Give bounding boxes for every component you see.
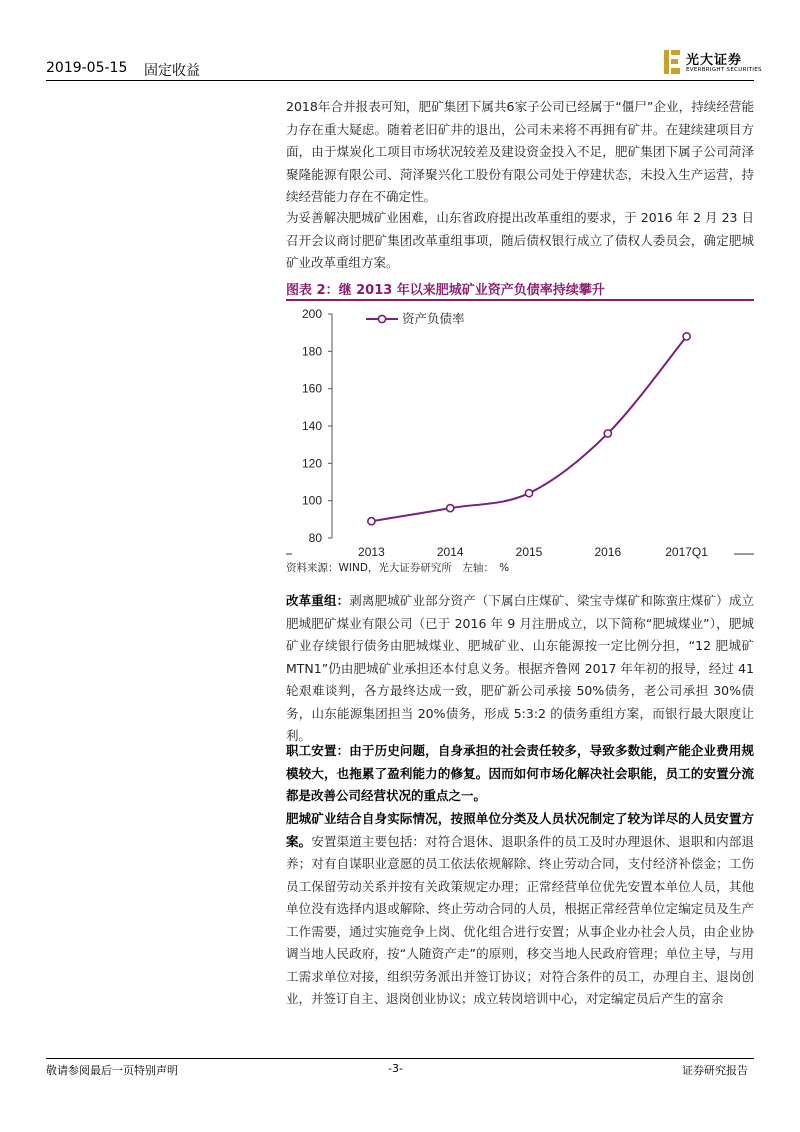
paragraph-placement-plan (286, 808, 754, 1011)
x-tick-label-2013: 2013 (358, 545, 385, 559)
restructuring-text: 剥离肥城矿业部分资产（下属白庄煤矿、梁宝寺煤矿和陈蛮庄煤矿）成立肥城肥矿煤业有限公司（已于 2016 年 9 月注册成立，以下简称“肥城煤业”），肥城矿业存续银行债务由肥城煤业、肥城矿业、山东能源按一定比例分担，“12 肥城矿 MTN1”仍由肥城矿业承担还本付息义务。根据齐鲁网 2017 年年初的报导，经过 41 轮艰难谈判，各方最终达成一致，肥矿新公司承接 50%债务，老公司承担 30%债务，山东能源集团担当 20%债务，形成 5:3:2 的债务重组方案，而银行最大限度让利。 (286, 593, 754, 743)
report-category: 固定收益 (144, 63, 200, 79)
y-tick-label-200: 200 (301, 307, 322, 321)
footer-disclaimer: 敬请参阅最后一页特别声明 (46, 1064, 178, 1077)
legend-marker (378, 315, 385, 322)
header-divider (46, 80, 754, 81)
paragraph-restructuring-requirement: 为妥善解决肥城矿业困难，山东省政府提出改革重组的要求，于 2016 年 2 月 23 日召开会议商讨肥矿集团改革重组事项，随后债权银行成立了债权人委员会，确定肥城矿业改革重组方案。 (286, 210, 754, 270)
data-point-2014 (447, 505, 454, 512)
logo-text-cn: 光大证券 (686, 53, 743, 68)
legend-label: 资产负债率 (402, 311, 465, 326)
footer-divider (46, 1058, 754, 1059)
figure-title: 图表 2：继 2013 年以来肥城矿业资产负债率持续攀升 (286, 283, 605, 298)
logo-mark-icon (662, 48, 682, 76)
y-tick-label-140: 140 (301, 419, 322, 433)
paragraph-staff-placement (286, 740, 754, 808)
paragraph-zombie-subsidiaries: 2018年合并报表可知，肥矿集团下属共6家子公司已经属于“僵尸”企业，持续经营能力存在重大疑虑。随着老旧矿井的退出，公司未来将不再拥有矿井。在建续建项目方面，由于煤炭化工项目市场状况较差及建设资金投入不足，肥矿集团下属子公司菏泽聚隆能源有限公司、菏泽聚兴化工股份有限公司处于停建状态，未投入生产运营，持续经营能力存在不确定性。 (286, 99, 754, 204)
y-tick-label-160: 160 (301, 381, 322, 396)
logo-text-en: EVERBRIGHT SECURITIES (686, 67, 762, 73)
figure-title-rule (286, 299, 754, 301)
figure-source: 资料来源：WIND，光大证券研究所 左轴： % (286, 562, 510, 574)
page-number: -3- (388, 1062, 403, 1075)
placement-plan-text: 安置渠道主要包括：对符合退休、退职条件的员工及时办理退休、退职和内部退养；对有自谋职业意愿的员工依法依规解除、终止劳动合同，支付经济补偿金；工伤员工保留劳动关系并按有关政策规定办理；正常经营单位优先安置本单位人员，其他单位没有选择内退或解除、终止劳动合同的人员，根据正常经营单位定编定员及生产工作需要，通过实施竞争上岗、优化组合进行安置；从事企业办社会人员，由企业协调当地人民政府，按“人随资产走”的原则，移交当地人民政府管理；单位主导，与用工需求单位对接，组织劳务派出并签订协议；对符合条件的员工，办理自主、退岗创业，并签订自主、退岗创业协议；成立转岗培训中心，对定编定员后产生的富余 (286, 833, 754, 1006)
y-tick-label-80: 80 (308, 531, 322, 545)
footer-report-type: 证券研究报告 (682, 1064, 748, 1077)
x-tick-label-2016: 2016 (594, 545, 622, 559)
x-tick-label-2014: 2014 (436, 545, 464, 559)
restructuring-heading: 改革重组： (286, 593, 350, 608)
debt-ratio-line-chart (286, 302, 754, 564)
x-tick-label-2015: 2015 (515, 545, 543, 559)
paragraph-restructuring (286, 590, 754, 748)
placement-plan-heading: 肥城矿业结合自身实际情况，按照单位分类及人员状况制定了较为详尽的人员安置方案。 (286, 811, 754, 849)
y-tick-label-120: 120 (301, 456, 322, 471)
x-tick-label-2017Q1: 2017Q1 (665, 545, 708, 559)
report-date: 2019-05-15 (46, 60, 128, 76)
data-point-2015 (525, 490, 532, 497)
data-point-2013 (368, 518, 375, 525)
company-logo (662, 48, 762, 78)
data-point-2017Q1 (683, 333, 690, 340)
y-tick-label-100: 100 (301, 493, 322, 508)
staff-placement-text: 职工安置：由于历史问题，自身承担的社会责任较多，导致多数过剩产能企业费用规模较大，也拖累了盈利能力的修复。因而如何市场化解决社会职能，员工的安置分流都是改善公司经营状况的重点之一。 (286, 743, 754, 803)
data-point-2016 (604, 430, 611, 437)
y-tick-label-180: 180 (301, 344, 322, 359)
